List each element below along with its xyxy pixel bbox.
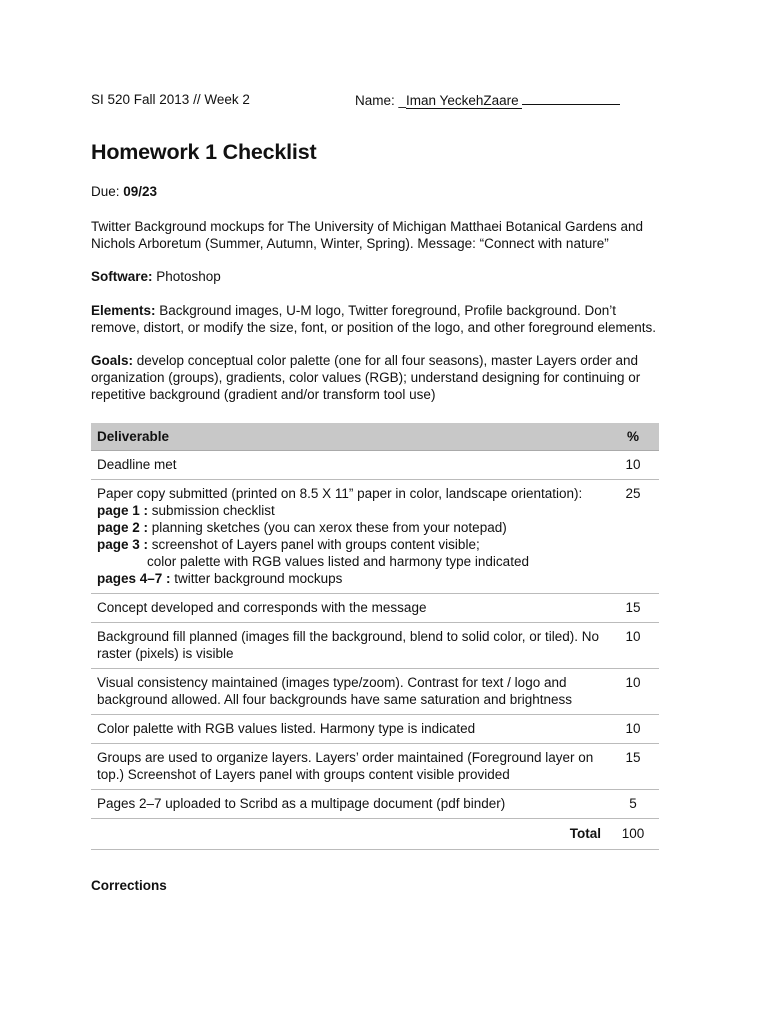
row-text: Color palette with RGB values listed. Harmony type is indicated <box>91 715 607 744</box>
row-percent: 25 <box>607 480 659 594</box>
software-value: Photoshop <box>152 269 221 284</box>
header-row <box>91 92 659 110</box>
row-percent: 10 <box>607 623 659 669</box>
elements-label: Elements: <box>91 303 156 318</box>
due-date: 09/23 <box>123 184 158 199</box>
row-text: Paper copy submitted (printed on 8.5 X 11” paper in color, landscape orientation): <box>97 486 583 501</box>
row-percent: 10 <box>607 669 659 715</box>
row-percent: 5 <box>607 790 659 819</box>
sub-item-text: twitter background mockups <box>170 571 343 586</box>
row-text: Pages 2–7 uploaded to Scribd as a multipage document (pdf binder) <box>91 790 607 819</box>
header-percent: % <box>607 423 659 451</box>
elements-value: Background images, U-M logo, Twitter foreground, Profile background. Don’t remove, distort, or modify the size, font, or position of the logo, and other foreground elements. <box>91 303 657 335</box>
name-underline <box>522 92 620 105</box>
row-percent: 15 <box>607 744 659 790</box>
sub-item-text: planning sketches (you can xerox these from your notepad) <box>148 520 507 535</box>
description: Twitter Background mockups for The University of Michigan Matthaei Botanical Gardens and Nichols Arboretum (Summer, Autumn, Winter, Spring). Message: “Connect with nature” <box>91 219 644 251</box>
table-row <box>91 669 659 715</box>
sub-item-continuation: color palette with RGB values listed and harmony type indicated <box>147 554 529 569</box>
row-percent: 10 <box>607 715 659 744</box>
sub-item <box>97 502 601 519</box>
elements-line <box>91 302 659 336</box>
name-label: Name: _ <box>355 93 407 108</box>
table-row <box>91 594 659 623</box>
goals-value: develop conceptual color palette (one for all four seasons), master Layers order and organization (groups), gradients, color values (RGB); understand designing for continuing or repetitive background (gradient and/or transform tool use) <box>91 353 641 402</box>
corrections-heading: Corrections <box>91 878 167 893</box>
sub-item-text: screenshot of Layers panel with groups content visible; <box>148 537 480 552</box>
row-percent: 15 <box>607 594 659 623</box>
row-text-cell <box>91 480 607 594</box>
table-row <box>91 790 659 819</box>
row-text: Concept developed and corresponds with the message <box>91 594 607 623</box>
row-percent: 10 <box>607 451 659 480</box>
sub-item-label: page 3 : <box>97 537 149 552</box>
sub-item <box>97 570 601 587</box>
header-deliverable: Deliverable <box>91 423 607 451</box>
table-row <box>91 715 659 744</box>
software-label: Software: <box>91 269 153 284</box>
table-row <box>91 623 659 669</box>
course-info: SI 520 Fall 2013 // Week 2 <box>91 92 250 107</box>
goals-line <box>91 352 659 403</box>
total-label: Total <box>91 819 607 850</box>
sub-item-label: pages 4–7 : <box>97 571 171 586</box>
row-text: Visual consistency maintained (images type/zoom). Contrast for text / logo and background allowed. All four backgrounds have same saturation and brightness <box>91 669 607 715</box>
software-line <box>91 268 659 285</box>
sub-item <box>97 536 601 553</box>
name-value: Iman YeckehZaare <box>406 93 522 109</box>
due-label: Due: <box>91 184 124 199</box>
sub-item-label: page 2 : <box>97 520 149 535</box>
sub-item-text: submission checklist <box>148 503 275 518</box>
total-value: 100 <box>607 819 659 850</box>
row-text: Groups are used to organize layers. Layers’ order maintained (Foreground layer on top.) Screenshot of Layers panel with groups content visible provided <box>91 744 607 790</box>
table-row <box>91 480 659 594</box>
deliverables-table <box>91 423 659 850</box>
name-field <box>355 92 620 108</box>
total-row <box>91 819 659 850</box>
sub-item <box>97 519 601 536</box>
page-title: Homework 1 Checklist <box>91 140 317 164</box>
table-row <box>91 744 659 790</box>
due-line <box>91 183 659 200</box>
sub-item-label: page 1 : <box>97 503 149 518</box>
goals-label: Goals: <box>91 353 134 368</box>
row-text: Background fill planned (images fill the background, blend to solid color, or tiled). No raster (pixels) is visible <box>91 623 607 669</box>
row-text: Deadline met <box>91 451 607 480</box>
table-row <box>91 451 659 480</box>
table-header-row <box>91 423 659 451</box>
